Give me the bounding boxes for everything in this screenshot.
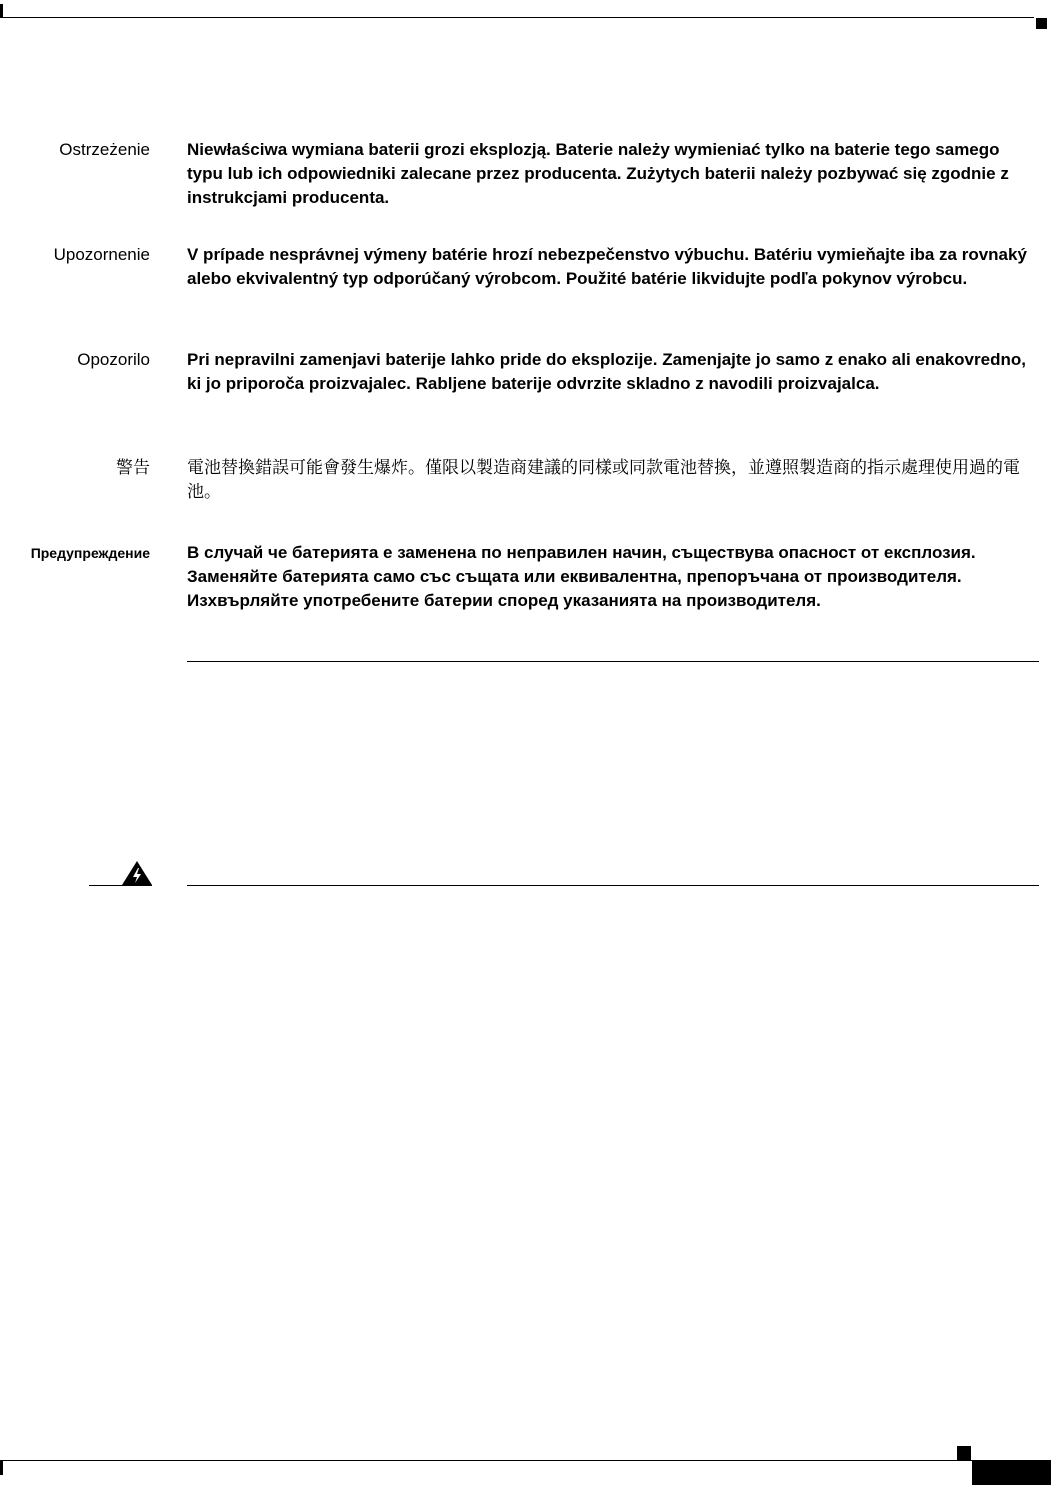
warning-label-chinese: 警告 [116,458,150,478]
warning-icon-underline [89,885,152,886]
warning-triangle-icon [121,860,153,886]
warning-text-slovenian: Pri nepravilni zamenjavi baterije lahko pride do eksplozije. Zamenjajte jo samo z enako ali enakovredno, ki jo priporoča proizvajalec. Rabljene baterije odvrzite skladno z navodili proizvajalca. [187,350,1026,393]
warning-text-chinese: 電池替換錯誤可能會發生爆炸。僅限以製造商建議的同樣或同款電池替換，並遵照製造商的指示處理使用過的電池。 [187,458,1020,502]
warning-text-slovak: V prípade nesprávnej výmeny batérie hrozí nebezpečenstvo výbuchu. Batériu vymieňajte iba za rovnaký alebo ekvivalentný typ odporúčaný výrobcom. Použité batérie likvidujte podľa pokynov výrobcu. [187,245,1027,288]
top-left-crop-mark [0,4,3,17]
warning-label-slovak: Upozornenie [53,245,150,264]
section-end-rule [187,661,1039,662]
warning-label-slovenian: Opozorilo [77,350,150,369]
warning-text-bulgarian: В случай че батерията е заменена по неправилен начин, съществува опасност от експлозия. Заменяйте батерията само със същата или еквивалентна, препоръчана от производителя. Изхвърляйте употребените батерии според указанията на производителя. [187,543,976,610]
warning-label-polish: Ostrzeżenie [59,140,150,159]
warning-label-bulgarian: Предупреждение [30,545,150,561]
bottom-left-crop-mark [0,1461,3,1475]
bottom-right-small-marker [957,1446,971,1460]
top-right-marker [1036,18,1047,29]
warning-text-polish: Niewłaściwa wymiana baterii grozi eksplozją. Baterie należy wymieniać tylko na baterie tego samego typu lub ich odpowiedniki zalecane przez producenta. Zużytych baterii należy pozbywać się zgodnie z instrukcjami producenta. [187,140,1009,207]
page-number-tab [972,1461,1051,1485]
bottom-rule [0,1460,1051,1461]
top-rule [0,17,1034,18]
warning-block-rule [187,885,1039,886]
